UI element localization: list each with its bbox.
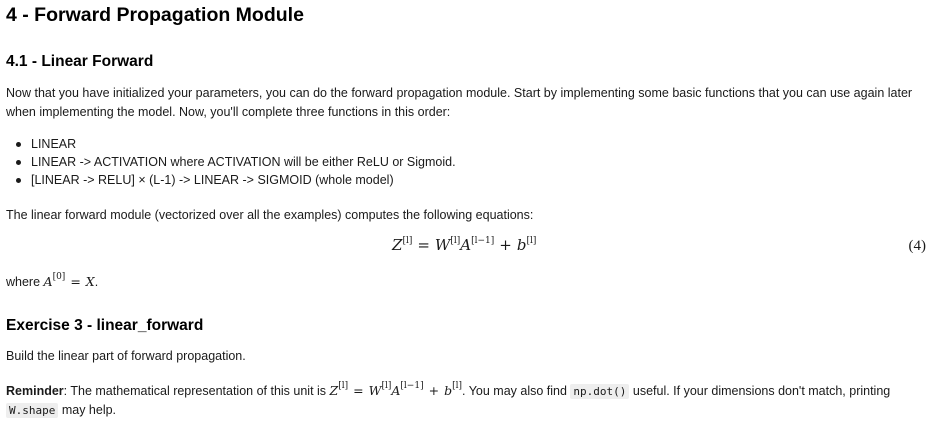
section-title: 4 - Forward Propagation Module bbox=[6, 4, 304, 26]
list-item: LINEAR -> ACTIVATION where ACTIVATION will be either ReLU or Sigmoid. bbox=[14, 153, 456, 171]
list-item: [LINEAR -> RELU] × (L-1) -> LINEAR -> SIGMOID (whole model) bbox=[14, 171, 456, 189]
equation-intro: The linear forward module (vectorized over all the examples) computes the following equations: bbox=[6, 208, 534, 222]
reminder-label: Reminder bbox=[6, 384, 64, 398]
subsection-title: 4.1 - Linear Forward bbox=[6, 53, 154, 70]
function-list bbox=[6, 135, 456, 189]
equation-row bbox=[6, 236, 926, 260]
equation-number: (4) bbox=[908, 238, 926, 254]
w-shape-code: W.shape bbox=[6, 403, 58, 418]
exercise-title: Exercise 3 - linear_forward bbox=[6, 317, 204, 334]
reminder-paragraph: Reminder: The mathematical representation of this unit is Z[l] = W[l]A[l−1] + b[l]. You may also find np.dot() useful. If your dimensions don't match, printing W.shape may help. bbox=[6, 381, 891, 417]
list-item: LINEAR bbox=[14, 135, 456, 153]
where-line: where A[0] = X. bbox=[6, 272, 99, 289]
intro-paragraph: Now that you have initialized your parameters, you can do the forward propagation module. Start by implementing some basic functions that you can use again later when implementing the model. Now, you'll complete three functions in this order: bbox=[6, 86, 913, 119]
exercise-description: Build the linear part of forward propagation. bbox=[6, 349, 246, 363]
np-dot-code: np.dot() bbox=[570, 384, 629, 399]
inline-equation: Z[l] = W[l]A[l−1] + b[l] bbox=[329, 381, 462, 398]
linear-equation: Z[l] = W[l]A[l−1] + b[l] bbox=[392, 236, 537, 254]
